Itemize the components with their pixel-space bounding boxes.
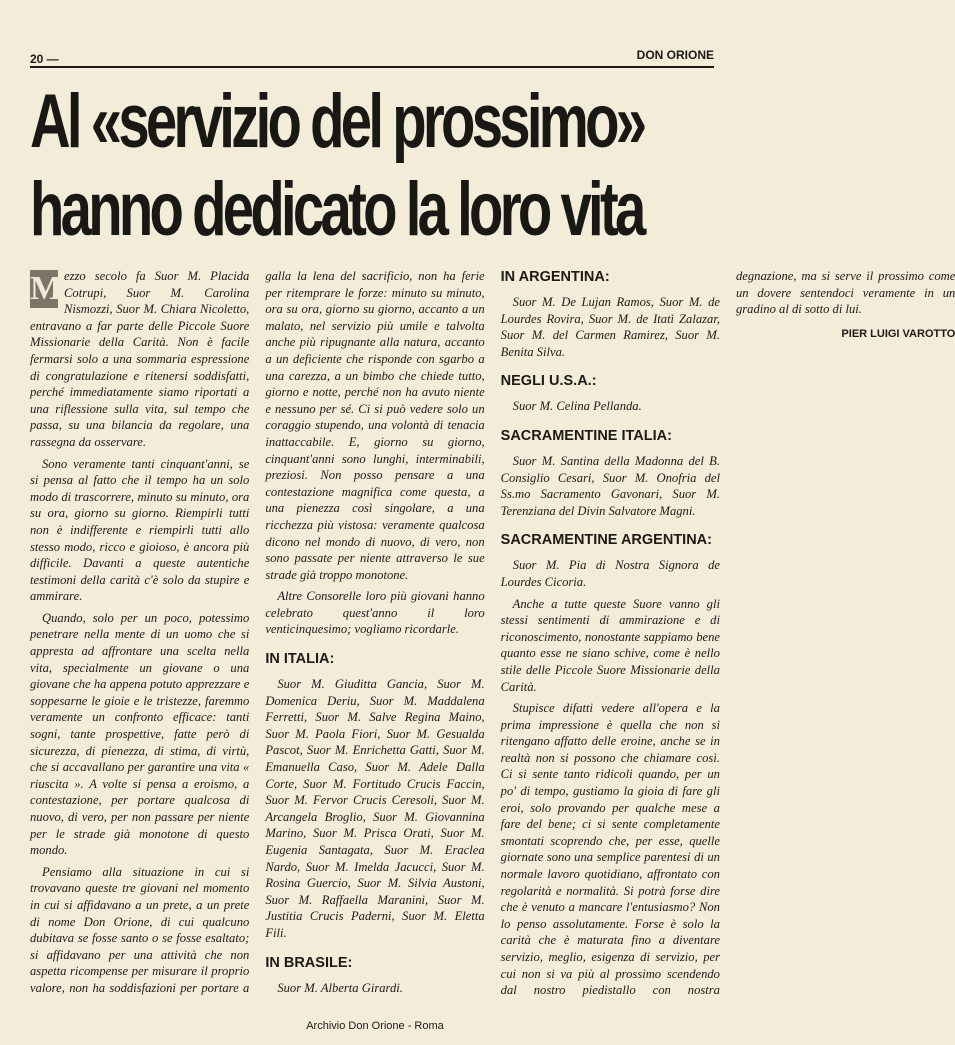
section-heading-sacramentine-italia: SACRAMENTINE ITALIA: xyxy=(500,427,672,444)
header-rule xyxy=(30,66,714,68)
drop-cap: M xyxy=(30,270,63,307)
article-paragraph: Quando, solo per un poco, potessimo penetrare nella mente di un uomo che si appresta ad affrontare una scelta nella vita, specialmente un giovane o una giovane che ha appena potuto apprezzare e soppesarne le gioie e le tristezze, faremmo veramente un confronto efficace: tanti sogni, tante prospettive, fatte però di sicurezza, di pienezza, di stima, di virtù, che si accavallano per garantire una vita « riuscita ». A volte si pensa a eroismo, a contestazione, per portare qualcosa di nuovo, di vero, per non passare per niente per le strade già monotone di questo mondo. xyxy=(30,610,250,858)
headline-line-2: hanno dedicato la loro vita xyxy=(30,167,643,252)
headline xyxy=(30,78,644,254)
article-paragraph: Sono veramente tanti cinquant'anni, se si pensa al fatto che il tempo ha un solo modo di trascorrere, minuto su minuto, ora su ora, giorno su giorno. Riempirli tutti non è indifferente e riempirli tutti allo stesso modo, ricco e gioioso, è ancora più difficile. Davanti a queste autentiche testimoni della carità c'è solo da stupire e ammirare. xyxy=(30,456,250,604)
section-heading-argentina: IN ARGENTINA: xyxy=(500,269,610,285)
headline-line-1: Al «servizio del prossimo» xyxy=(30,79,644,164)
article-paragraph: Stupisce difatti vedere all'opera e la prima impressione è quella che non si ritengano affatto delle eroine, anche se in realtà non si possono che chiamare così. Ci si sente tanto ridicoli quando, per un po' di tempo, gustiamo la gioia di fare gli eroi, solo provando per qualche mese a fare del bene; ci si sente completamente smontati scoprendo che, per esse, quelle giornate sono una semplice parentesi di un normale lavoro quotidiano, affrontato con regolarità e normalità. Si potrà forse dire che è venuto a mancare l'entusiasmo? Non lo penso assolutamente. Forse è solo la carità che è maturata fino a diventare servizio, meglio, esigenza di servizio, per cui non si va più al prossimo scendendo dal nostro piedistallo con nostra degnazione, ma si serve il prossimo come un dovere sentendoci veramente in un gradino al di sotto di lui. xyxy=(500,269,955,998)
article-paragraph: Altre Consorelle loro più giovani hanno celebrato quest'anno il loro venticinquesimo; vogliamo ricordarle. xyxy=(265,589,485,637)
page-number: 20 — xyxy=(30,52,59,66)
section-heading-italia: IN ITALIA: xyxy=(265,651,335,668)
section-names-usa: Suor M. Celina Pellanda. xyxy=(512,399,642,414)
article-paragraph: Pensiamo alla situazione in cui si trovavano queste tre giovani nel momento in cui si affidavano a un prete, a un prete di nome Don Orione, di cui qualcuno dubitava se fosse santo o se fosse esaltato; si affidavano per una attività che non aspetta ricompense per misurare il proprio valore, non ha soddisfazioni per portare a galla la lena del sacrificio, non ha ferie per ritemprare le forze: minuto su minuto, ora su ora, giorno su giorno, accanto a un malato, nel servizio più umile e talvolta anche più ripugnante alla natura, accanto a un deficiente che risponde con sgarbo a una carezza, a un bimbo che chiede tutto, giorno e notte, perché non ha avuto niente e nessuno per sé. Ci si può vedere solo un coraggio stupendo, una volontà di tenacia inattaccabile. E, giorno su giorno, cinquant'anni sono lunghi, interminabili, preziosi. Non posso pensare a una contestazione magnifica come questa, a una pienezza così singolare, a una ricchezza più vistosa: veramente qualcosa dicono nel mondo di nuovo, di vero, non sono passate per niente attraverso le sue strade già troppo monotone. xyxy=(30,269,485,995)
section-names-sacramentine-argentina: Suor M. Pia di Nostra Signora de Lourdes Cicoria. xyxy=(500,558,720,589)
article-paragraph xyxy=(30,268,249,451)
magazine-name: DON ORIONE xyxy=(636,48,714,62)
paragraph-text: ezzo secolo fa Suor M. Placida Cotrupi, Suor M. Carolina Nismozzi, Suor M. Chiara Nicoletto, entravano a far parte delle Piccole Suore Missionarie della Carità. Non è facile fermarsi solo a una sommaria espressione di congratulazione e ritenersi soddisfatti, perché immediatamente siamo riportati a una riflessione sulla vita, sul tempo che passa, su una bilancia da regolare, una rassegna da osservare. xyxy=(30,269,250,449)
section-heading-brasile: IN BRASILE: xyxy=(265,954,353,971)
section-heading-sacramentine-argentina: SACRAMENTINE ARGENTINA: xyxy=(500,532,712,549)
section-names-brasile: Suor M. Alberta Girardi. xyxy=(277,980,403,995)
article-paragraph: Anche a tutte queste Suore vanno gli stessi sentimenti di ammirazione e di riconoscimento, nonostante sappiamo bene quanto esse ne siano schive, come è nello stile delle Piccole Suore Missionarie della Carità. xyxy=(500,596,720,694)
section-names-sacramentine-italia: Suor M. Santina della Madonna del B. Consiglio Cesari, Suor M. Onofria del Ss.mo Sacramento Gavonari, Suor M. Terenziana del Divin Salvatore Magni. xyxy=(500,453,720,518)
archive-footer: Archivio Don Orione - Roma xyxy=(306,1020,444,1032)
section-heading-usa: NEGLI U.S.A.: xyxy=(500,373,597,390)
section-names-argentina: Suor M. De Lujan Ramos, Suor M. de Lourdes Rovira, Suor M. de Itatì Zalazar, Suor M. del Carmen Ramirez, Suor M. Benita Silva. xyxy=(500,295,720,359)
author-signature: PIER LUIGI VAROTTO xyxy=(841,327,955,340)
section-names-italia: Suor M. Giuditta Gancia, Suor M. Domenica Deriu, Suor M. Maddalena Ferretti, Suor M. Salve Regina Maino, Suor M. Paola Fiori, Suor M. Gesualda Pascot, Suor M. Enrichetta Gatti, Suor M. Emanuella Caso, Suor M. Adele Dalla Corte, Suor M. Fortitudo Crucis Faccin, Suor M. Fervor Crucis Ceresoli, Suor M. Arcangela Broglio, Suor M. Giovannina Marino, Suor M. Prisca Orati, Suor M. Eugenia Santagata, Suor M. Eraclea Nardo, Suor M. Imelda Jacucci, Suor M. Rosina Guercio, Suor M. Silvia Austoni, Suor M. Raffaella Maranini, Suor M. Justitia Crucis Paderni, Suor M. Eletta Fili. xyxy=(265,677,485,940)
article-body xyxy=(30,268,955,1008)
